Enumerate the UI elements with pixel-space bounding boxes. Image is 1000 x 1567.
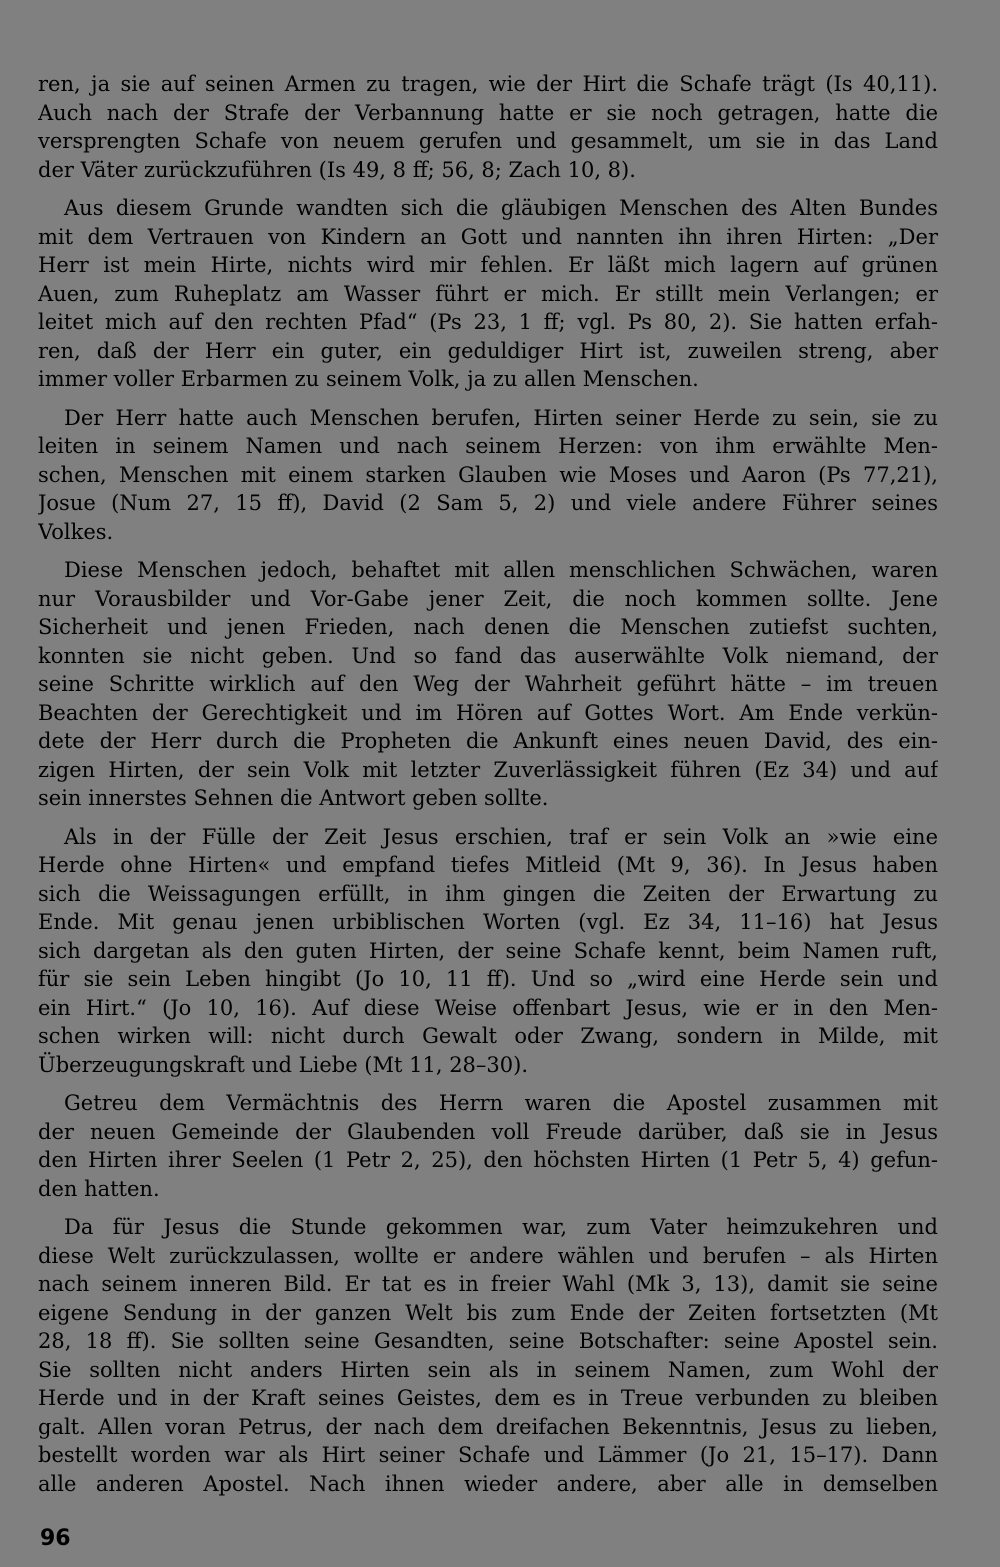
text-line: galt. Allen voran Petrus, der nach dem dreifachen Bekenntnis, Jesus zu lieben, — [38, 1414, 938, 1439]
text-line: Auch nach der Strafe der Verbannung hatte er sie noch getragen, hatte die — [38, 100, 938, 125]
text-line: seine Schritte wirklich auf den Weg der Wahrheit geführt hätte – im treuen — [38, 672, 938, 696]
text-line: leiten in seinem Namen und nach seinem Herzen: von ihm erwählte Men- — [38, 434, 938, 458]
page-number: 96 — [40, 1526, 71, 1551]
text-line: Als in der Fülle der Zeit Jesus erschien, traf er sein Volk an »wie eine — [64, 824, 938, 849]
text-line: Diese Menschen jedoch, behaftet mit allen menschlichen Schwächen, waren — [64, 558, 938, 582]
paragraph-2 — [38, 194, 938, 394]
text-line: Volkes. — [38, 519, 114, 544]
text-line: den hatten. — [38, 1176, 160, 1201]
text-line: sich die Weissagungen erfüllt, in ihm gingen die Zeiten der Erwartung zu — [38, 881, 938, 906]
text-line: Sie sollten nicht anders Hirten sein als in seinem Namen, zum Wohl der — [38, 1357, 938, 1382]
text-line: konnten sie nicht geben. Und so fand das auserwählte Volk niemand, der — [38, 643, 938, 668]
paragraph-7 — [38, 1213, 938, 1498]
text-line: sein innerstes Sehnen die Antwort geben sollte. — [38, 786, 549, 810]
text-line: Sicherheit und jenen Frieden, nach denen die Menschen zutiefst suchten, — [38, 615, 938, 639]
text-line: der neuen Gemeinde der Glaubenden voll Freude darüber, daß sie in Jesus — [38, 1119, 938, 1144]
text-line: eigene Sendung in der ganzen Welt bis zum Ende der Zeiten fortsetzten (Mt — [38, 1300, 938, 1325]
text-line: Der Herr hatte auch Menschen berufen, Hirten seiner Herde zu sein, sie zu — [64, 405, 938, 430]
text-line: nur Vorausbilder und Vor-Gabe jener Zeit, die noch kommen sollte. Jene — [38, 586, 938, 611]
text-line: sich dargetan als den guten Hirten, der seine Schafe kennt, beim Namen ruft, — [38, 938, 938, 963]
paragraph-1 — [38, 70, 938, 184]
text-line: leitet mich auf den rechten Pfad“ (Ps 23, 1 ff; vgl. Ps 80, 2). Sie hatten erfah- — [38, 310, 938, 334]
text-line: Aus diesem Grunde wandten sich die gläubigen Menschen des Alten Bundes — [64, 196, 938, 220]
text-line: alle anderen Apostel. Nach ihnen wieder andere, aber alle in demselben — [38, 1471, 938, 1496]
text-line: ren, daß der Herr ein guter, ein geduldiger Hirt ist, zuweilen streng, aber — [38, 338, 938, 363]
text-line: Ende. Mit genau jenen urbiblischen Worten (vgl. Ez 34, 11–16) hat Jesus — [38, 910, 938, 934]
text-line: Überzeugungskraft und Liebe (Mt 11, 28–30). — [38, 1052, 529, 1077]
text-line: schen, Menschen mit einem starken Glauben wie Moses und Aaron (Ps 77,21), — [38, 462, 938, 487]
paragraph-4 — [38, 556, 938, 813]
paragraph-3 — [38, 404, 938, 547]
text-line: diese Welt zurückzulassen, wollte er andere wählen und berufen – als Hirten — [38, 1243, 938, 1268]
text-line: Da für Jesus die Stunde gekommen war, zum Vater heimzukehren und — [64, 1215, 938, 1239]
text-line: den Hirten ihrer Seelen (1 Petr 2, 25), den höchsten Hirten (1 Petr 5, 4) gefun- — [38, 1148, 938, 1172]
text-line: bestellt worden war als Hirt seiner Schafe und Lämmer (Jo 21, 15–17). Dann — [38, 1443, 938, 1467]
text-line: zigen Hirten, der sein Volk mit letzter Zuverlässigkeit führen (Ez 34) und auf — [38, 757, 938, 782]
text-body — [38, 70, 938, 1508]
text-line: der Väter zurückzuführen (Is 49, 8 ff; 56, 8; Zach 10, 8). — [38, 157, 636, 182]
text-line: nach seinem inneren Bild. Er tat es in freier Wahl (Mk 3, 13), damit sie seine — [38, 1272, 938, 1296]
text-line: Herde ohne Hirten« und empfand tiefes Mitleid (Mt 9, 36). In Jesus haben — [38, 853, 938, 877]
text-line: Beachten der Gerechtigkeit und im Hören auf Gottes Wort. Am Ende verkün- — [38, 700, 938, 725]
text-line: versprengten Schafe von neuem gerufen und gesammelt, um sie in das Land — [38, 129, 938, 153]
text-line: 28, 18 ff). Sie sollten seine Gesandten, seine Botschafter: seine Apostel sein. — [38, 1329, 938, 1353]
paragraph-5 — [38, 823, 938, 1080]
text-line: Getreu dem Vermächtnis des Herrn waren die Apostel zusammen mit — [64, 1091, 938, 1115]
text-line: immer voller Erbarmen zu seinem Volk, ja zu allen Menschen. — [38, 367, 699, 391]
text-line: schen wirken will: nicht durch Gewalt oder Zwang, sondern in Milde, mit — [38, 1024, 938, 1048]
text-line: mit dem Vertrauen von Kindern an Gott und nannten ihn ihren Hirten: „Der — [38, 224, 938, 249]
text-line: für sie sein Leben hingibt (Jo 10, 11 ff). Und so „wird eine Herde sein und — [38, 967, 938, 991]
text-line: ren, ja sie auf seinen Armen zu tragen, wie der Hirt die Schafe trägt (Is 40,11). — [38, 72, 938, 96]
text-line: ein Hirt.“ (Jo 10, 16). Auf diese Weise offenbart Jesus, wie er in den Men- — [38, 995, 938, 1020]
text-line: Herde und in der Kraft seines Geistes, dem es in Treue verbunden zu bleiben — [38, 1386, 938, 1410]
text-line: Josue (Num 27, 15 ff), David (2 Sam 5, 2) und viele andere Führer seines — [38, 491, 938, 515]
paragraph-6 — [38, 1089, 938, 1203]
text-line: Herr ist mein Hirte, nichts wird mir fehlen. Er läßt mich lagern auf grünen — [38, 253, 938, 277]
text-line: Auen, zum Ruheplatz am Wasser führt er mich. Er stillt mein Verlangen; er — [38, 281, 938, 306]
text-line: dete der Herr durch die Propheten die Ankunft eines neuen David, des ein- — [38, 729, 938, 753]
